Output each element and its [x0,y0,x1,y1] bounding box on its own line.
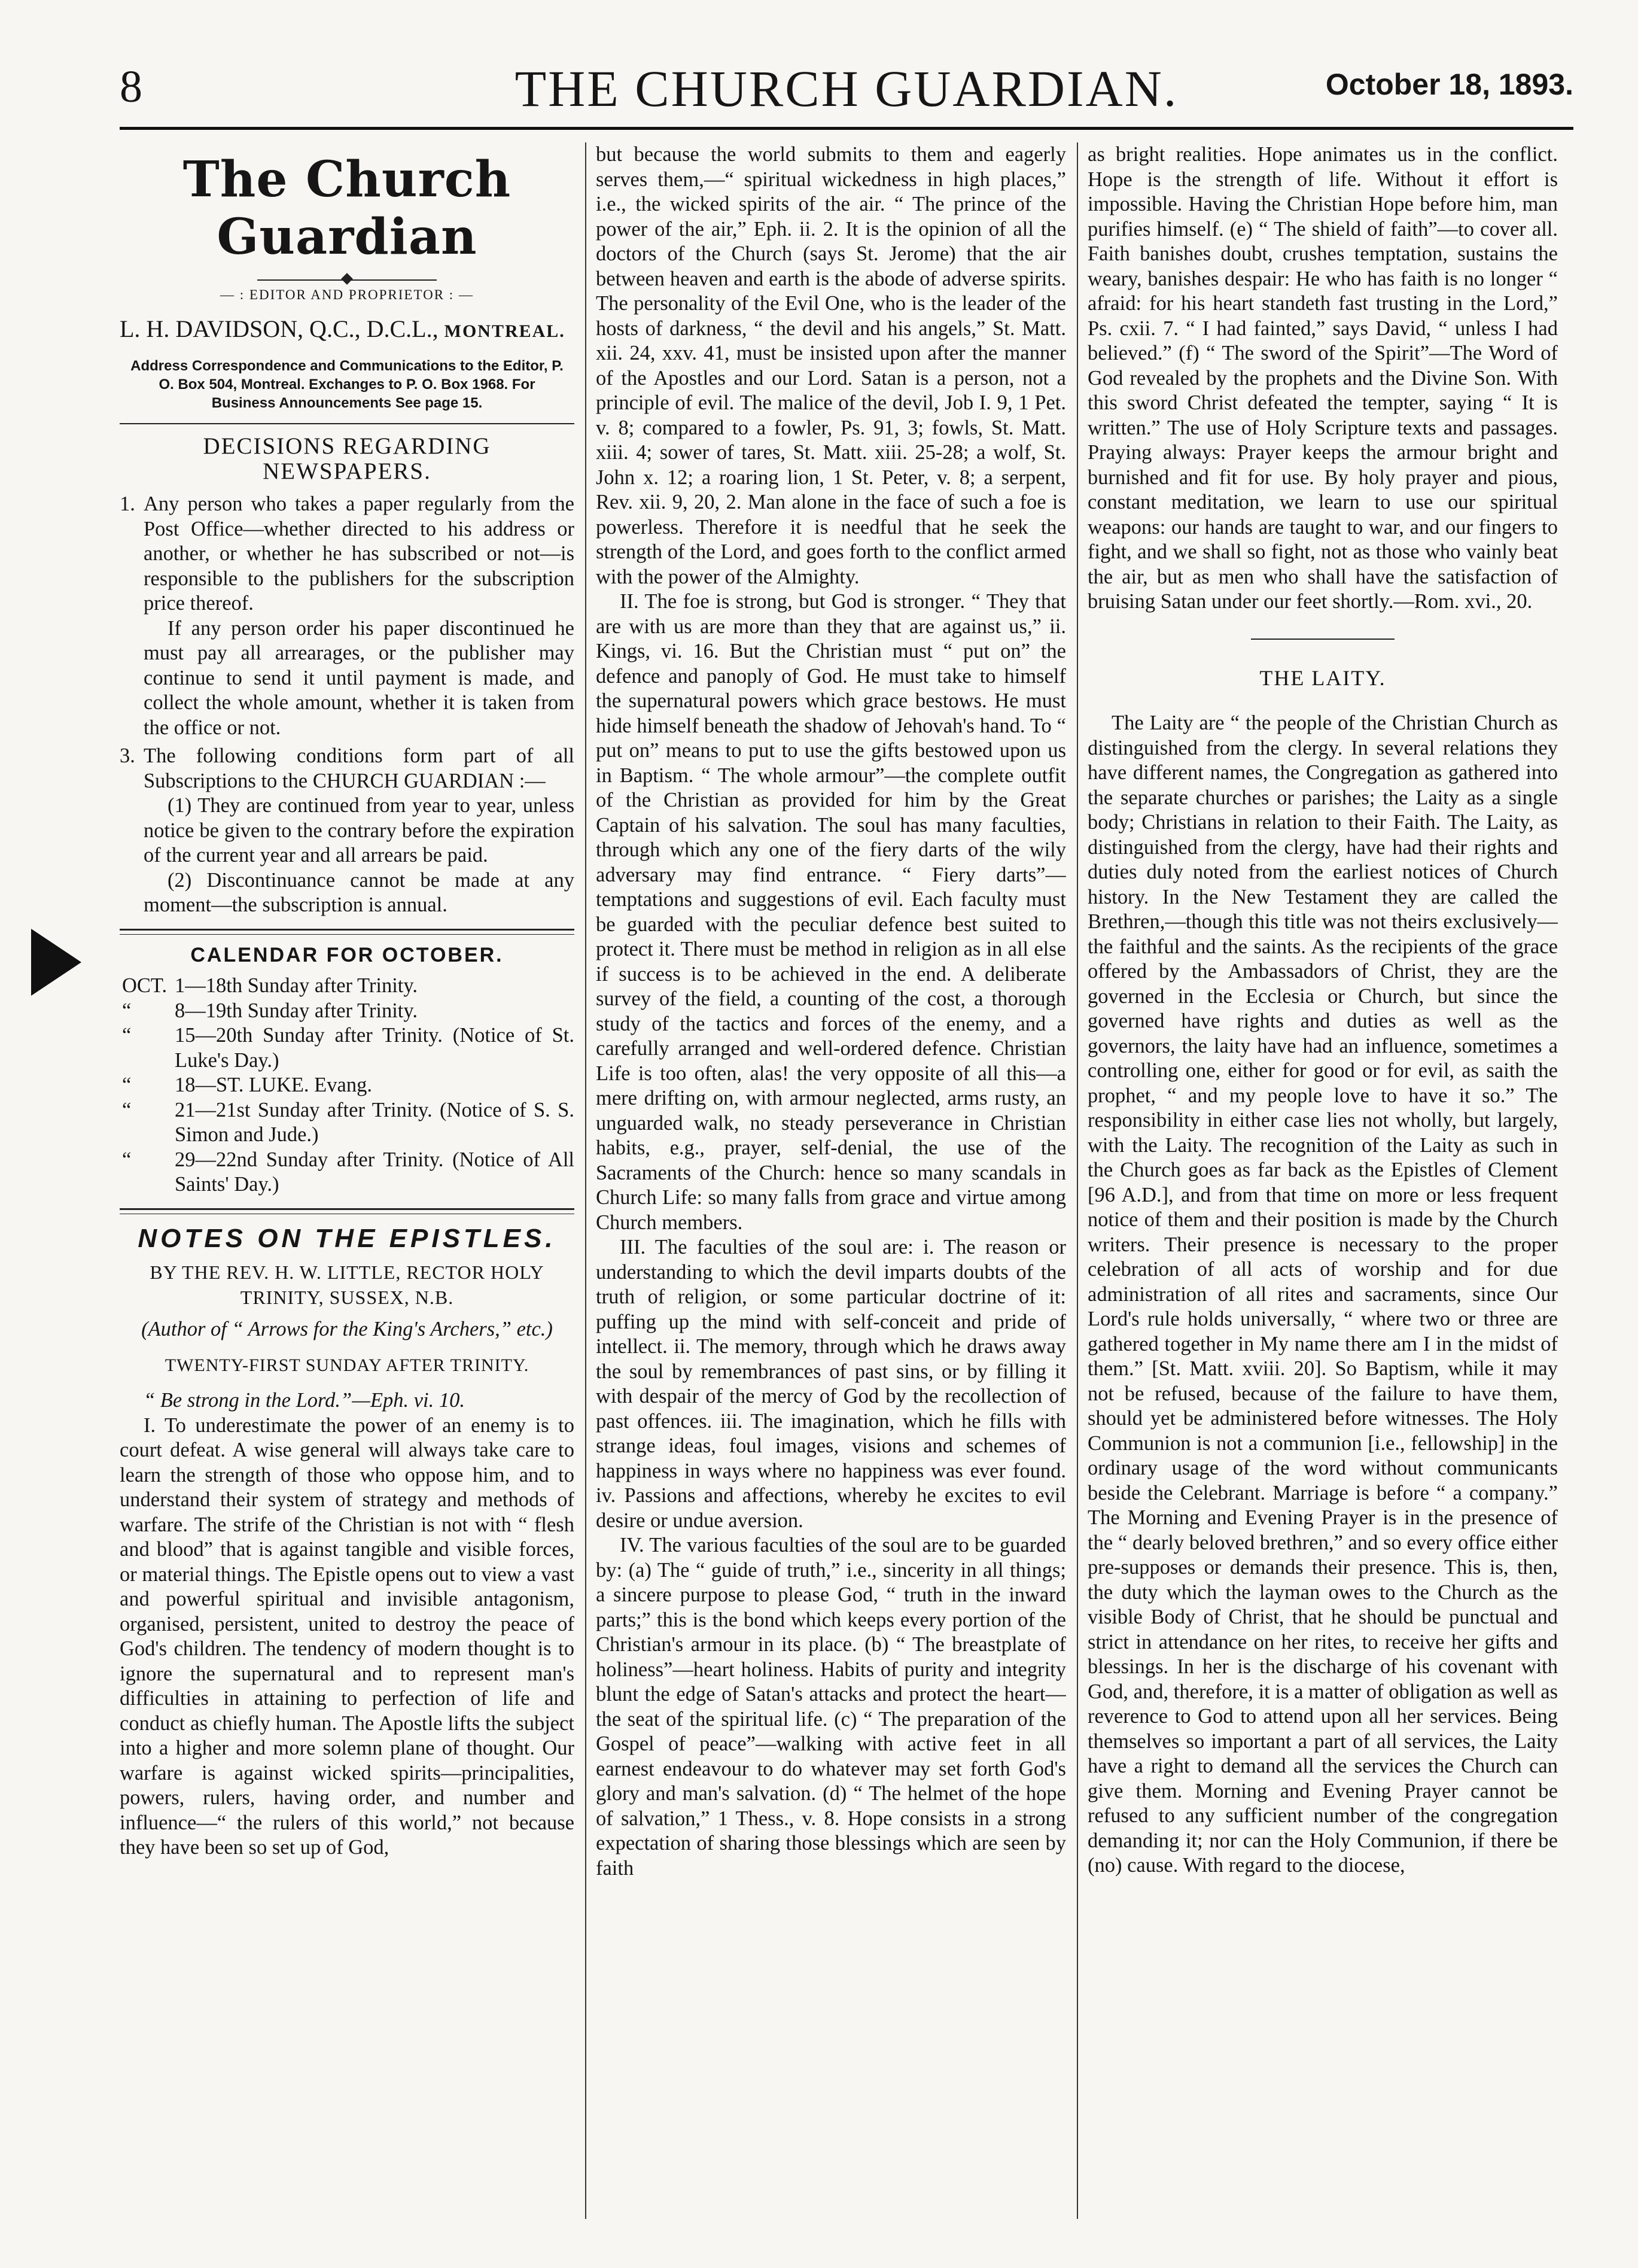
calendar-key: “ [122,1024,132,1047]
column-1 [120,142,574,2237]
article-paragraph: The Laity are “ the people of the Christian Church as distinguished from the clergy. In several relations they have different names, the Congregation as gathered into the separate churches or parishes; the Laity as a single body; Christians in relation to their Faith. The Laity, as distinguished from the clergy, have had their rights and duties duly noted from the earliest notices of Church history. In the New Testament they are called the Brethren,—though this title was not theirs exclusively—the faithful and the saints. As the recipients of the grace offered by the Ambassadors of Christ, they are the governed in the Ecclesia or Church, but since the governed have rights and duties as well as the governors, the laity have had an influence, sometimes a controlling one, either for good or for evil, as saith the prophet, “ and my people love to have it so.” The responsibility in either case lies not wholly, but largely, with the Laity. The recognition of the Laity as such in the Church goes as far back as the Epistles of Clement [96 A.D.], and from that time on more or less frequent notice of them and their position is made by the Church writers. Their presence is necessary to the proper celebration of all acts of worship and for due administration of all rites and sacraments, since Our Lord's rule holds universally, “ where two or three are gathered together in My name there am I in the midst of them.” [St. Matt. xviii. 20]. So Baptism, while it may not be refused, because of the failure to have them, should yet be administered before witnesses. The Holy Communion is not a communion [i.e., fellowship] in the ordinary usage of the word without communicants beside the Celebrant. Marriage is before “ a company.” The Morning and Evening Prayer is in the presence of the “ dearly beloved brethren,” and so every office either pre-supposes or demands their presence. This is, then, the duty which the layman owes to the Church as the visible Body of Christ, that he should be punctual and strict in attendance on her rites, to receive her gifts and blessings. In her is the discharge of his covenant with God, and, therefore, it is a matter of obligation as well as reverence to God to attend upon all her services. Being themselves so important a part of all services, the Laity have a right to demand all the services the Church can give them. Morning and Evening Prayer cannot be refused to any sufficient number of the congregation demanding it; nor can the Holy Communion, if there be (no) cause. With regard to the diocese, [1088,712,1558,1877]
calendar-key: “ [122,999,132,1022]
column-divider [1077,142,1078,2219]
calendar-text: 21—21st Sunday after Trinity. (Notice of S. S. Simon and Jude.) [175,1098,574,1146]
article-paragraph: as bright realities. Hope animates us in the conflict. Hope is the strength of life. Without it effort is impossible. Having the Christian Hope before him, man purifies himself. (e) “ The shield of faith”—to cover all. Faith banishes doubt, crushes temptation, sustains the weary, banishes despair: He who has faith is no longer “ afraid: for his heart standeth fast trusting in the Lord,” Ps. cxii. 7. “ I had fainted,” says David, “ unless I had believed.” (f) “ The sword of the Spirit”—The Word of God revealed by the prophets and the Divine Son. With this sword Christ defeated the tempter, saying “ It is written.” The use of Holy Scripture texts and passages. Praying always: Prayer keeps the armour bright and burnished and fit for use. By holy prayer and pious, constant meditation, we learn to use our spiritual weapons: our hands are taught to war, and our fingers to fight, and we shall so fight, not as those who vainly beat the air, but as men who shall have the satisfaction of bruising Satan under our feet shortly.—Rom. xvi., 20. [1088,143,1558,613]
section-rule [120,1208,574,1214]
proprietor-line [120,315,574,346]
sunday-heading: TWENTY-FIRST SUNDAY AFTER TRINITY. [165,1355,529,1375]
calendar-text: 1—18th Sunday after Trinity. [175,974,418,997]
calendar-text: 29—22nd Sunday after Trinity. (Notice of All Saints' Day.) [175,1148,574,1196]
epigraph: “ Be strong in the Lord.”—Eph. vi. 10. [144,1389,465,1412]
condition-2: (2) Discontinuance cannot be made at any moment—the subscription is annual. [144,868,574,916]
calendar-entry [120,1148,574,1197]
decision-text: The following conditions form part of all Subscriptions to the CHURCH GUARDIAN :— [144,744,574,792]
editor-label: — : EDITOR AND PROPRIETOR : — [220,287,474,302]
masthead-title: THE CHURCH GUARDIAN. [514,60,1179,117]
calendar-text: 15—20th Sunday after Trinity. (Notice of St. Luke's Day.) [175,1024,574,1072]
pointer-mark [31,929,81,996]
decision-number: 1. [120,492,135,515]
column-2 [596,142,1066,2237]
decision-text-cont: If any person order his paper discontinued he must pay all arrearages, or the publisher may continue to send it until payment is made, and collect the whole amount, whether it is taken from the office or not. [144,616,574,739]
paper-title: The Church Guardian [182,151,512,266]
decision-item [120,744,574,918]
page-number: 8 [120,62,142,112]
issue-date: October 18, 1893. [1325,68,1573,101]
calendar-entry [120,1023,574,1073]
proprietor-city: MONTREAL. [444,321,565,341]
calendar-heading: CALENDAR FOR OCTOBER. [190,943,504,966]
article-paragraph: but because the world submits to them and eagerly serves them,—“ spiritual wickedness in high places,” i.e., the wicked spirits of the air. “ The prince of the power of the air,” Eph. ii. 2. It is the opinion of all the doctors of the Church (says St. Jerome) that the air between heaven and earth is the abode of adverse spirits. The personality of the Evil One, who is the leader of the hosts of darkness, “ the devil and his angels,” St. Matt. xii. 24, xxv. 41, must be insisted upon after the manner of the Apostles and our Lord. Satan is a person, not a principle of evil. The malice of the devil, Job I. 9, 1 Pet. v. 8; compared to a fowler, Ps. 91, 3; fowls, St. Matt. xiii. 4; sower of tares, St. Matt. xiii. 25-28; a wolf, St. John x. 12; a roaring lion, 1 St. Peter, v. 8; a serpent, Rev. xii. 9, 20, 2. Man alone in the face of such a foe is powerless. Therefore it is needful that he seek the strength of the Lord, and goes forth to the conflict armed with the power of the Almighty. [596,143,1066,588]
calendar-key: OCT. [122,974,168,997]
calendar-entry [120,1098,574,1148]
proprietor-name: L. H. DAVIDSON, Q.C., D.C.L., [120,315,439,342]
diamond-ornament [341,273,353,285]
author-credit: (Author of “ Arrows for the King's Archers,” etc.) [141,1318,553,1340]
column-divider [585,142,586,2219]
article-paragraph: I. To underestimate the power of an enemy is to court defeat. A wise general will always take care to learn the strength of those who oppose him, and to understand their system of strategy and methods of warfare. The strife of the Christian is not with “ flesh and blood” that is against tangible and visible forces, or material things. The Epistle opens out to view a vast and powerful spiritual and invisible antagonism, organised, persistent, united to destroy the peace of God's children. The tendency of modern thought is to ignore the supernatural and to represent man's difficulties in attaining to perfection of life and conduct as chiefly human. The Apostle lifts the subject into a higher and more solemn plane of thought. Our warfare is against wicked spirits—principalities, powers, rulers, having order, and number and influence—“ the rulers of this world,” not because they have been so set up of God, [120,1413,574,1859]
notes-heading: NOTES ON THE EPISTLES. [138,1223,556,1253]
article-paragraph: IV. The various faculties of the soul are to be guarded by: (a) The “ guide of truth,” i.e., sincerity in all things; a sincere purpose to please God, “ truth in the inward parts;” this is the bond which keeps every portion of the Christian's armour in its place. (b) “ The breastplate of holiness”—heart holiness. Habits of purity and integrity blunt the edge of Satan's attacks and protect the heart—the seat of the spiritual life. (c) “ The preparation of the Gospel of peace”—walking with active feet in all earnest endeavour to do whatever may set forth God's glory and man's salvation. (d) “ The helmet of the hope of salvation,” 1 Thess., v. 8. Hope consists in a strong expectation of sharing those blessings which are seen by faith [596,1534,1066,1880]
ornament-rule [257,274,437,286]
section-rule [1251,639,1395,640]
condition-1: (1) They are continued from year to year, unless notice be given to the contrary before the expiration of the current year and all arrears be paid. [144,794,574,867]
decisions-heading: DECISIONS REGARDING NEWSPAPERS. [203,433,491,484]
calendar-text: 18—ST. LUKE. Evang. [175,1074,372,1096]
calendar-entry [120,999,574,1024]
section-rule [120,929,574,935]
decision-item [120,492,574,740]
calendar-entry [120,1073,574,1098]
calendar-entry [120,974,574,999]
article-paragraph: III. The faculties of the soul are: i. The reason or understanding to which the devil imparts doubts of the truth of religion, or some particular doctrine of it: puffing up the mind with self-conceit and pride of intellect. ii. The memory, through which he draws away the soul by remembrances of past sins, or by filling it with despair of the mercy of God by the recollection of past offences. iii. The imagination, which he fills with strange ideas, foul images, visions and schemes of happiness in ways where no happiness was ever found. iv. Passions and affections, whereby he excites to evil desire or undue aversion. [596,1236,1066,1532]
article-byline: BY THE REV. H. W. LITTLE, RECTOR HOLY TRINITY, SUSSEX, N.B. [150,1261,544,1308]
running-header [120,55,1573,127]
header-rule [120,127,1573,130]
calendar-text: 8—19th Sunday after Trinity. [175,999,418,1022]
decision-text: Any person who takes a paper regularly from the Post Office—whether directed to his address or another, or whether he has subscribed or not—is responsible to the publishers for the subscription price thereof. [144,492,574,615]
column-3 [1088,142,1558,2237]
section-rule [120,423,574,424]
article-paragraph: II. The foe is strong, but God is stronger. “ They that are with us are more than they that are against us,” ii. Kings, vi. 16. But the Christian must “ put on” the defence and panoply of God. He must take to himself the supernatural powers which grace bestows. He must hide himself beneath the shadow of Jehovah's hand. To “ put on” means to put to use the gifts bestowed upon us in Baptism. “ The whole armour”—the complete outfit of the Christian as provided for him by the Great Captain of his salvation. The soul has many faculties, through which any one of the fiery darts of the wily adversary may find entrance. “ Fiery darts”—temptations and suggestions of evil. Each faculty must be guarded with the peculiar defence best suited to protect it. There must be method in religion as in all else if success is to be achieved in the end. A deliberate survey of the field, a counting of the cost, a thorough study of the tactics and forces of the enemy, and a carefully arranged and well-ordered defence. Christian Life is too often, alas! the very opposite of all this—a mere drifting on, with armour neglected, arms rusty, an unguarded walk, no steady perseverance in Christian habits, e.g., prayer, self-denial, the use of the Sacraments of the Church: hence so many scandals in Church Life: so many falls from grace and virtue among Church members. [596,590,1066,1234]
laity-heading: THE LAITY. [1259,665,1386,690]
calendar-key: “ [122,1148,132,1171]
calendar-key: “ [122,1098,132,1121]
address-notice: Address Correspondence and Communications to the Editor, P. O. Box 504, Montreal. Exchanges to P. O. Box 1968. For Business Announcements See page 15. [130,358,564,411]
decision-number: 3. [120,744,135,767]
calendar-key: “ [122,1074,132,1096]
